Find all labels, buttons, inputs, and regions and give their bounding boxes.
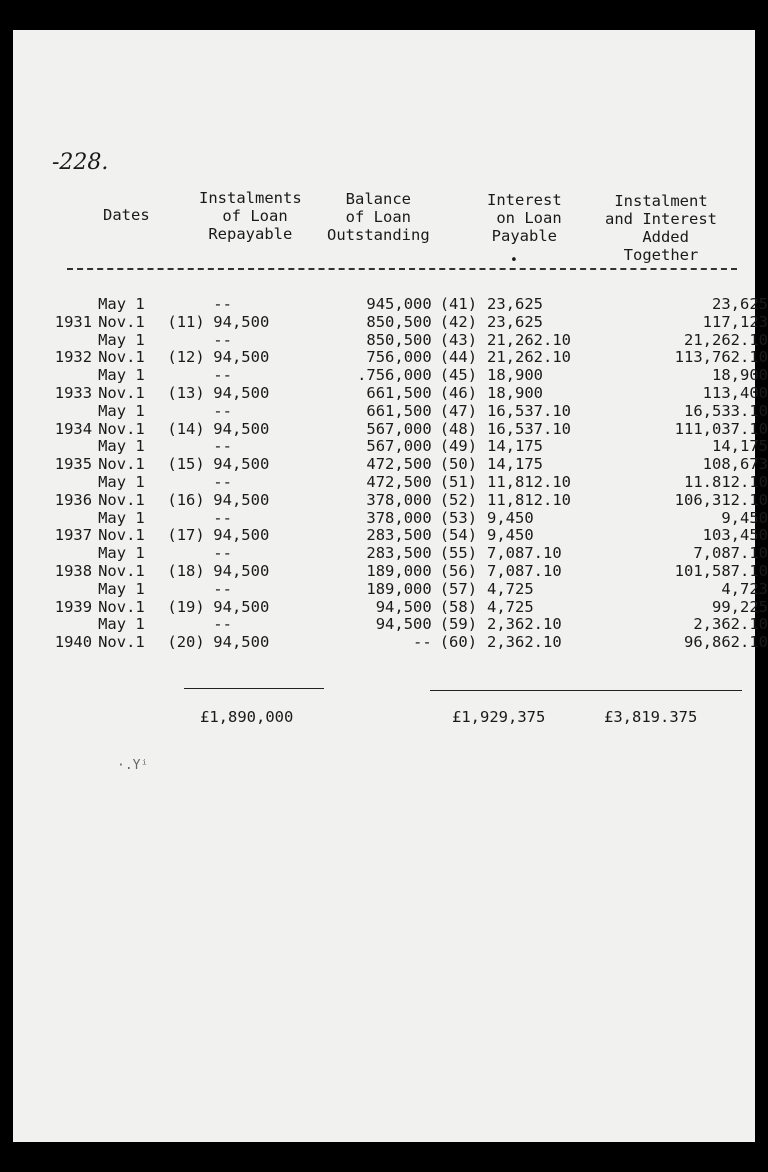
cell-balance: -- (413, 633, 432, 652)
cell-total: 18,900 (712, 366, 768, 385)
table-row (0, 634, 768, 652)
cell-balance: .756,000 (357, 366, 432, 385)
cell-total: 108,673 (702, 455, 768, 474)
cell-balance: 850,500 (366, 330, 432, 349)
cell-balance: 189,000 (366, 561, 432, 580)
cell-repay: 94,500 (213, 633, 270, 652)
cell-date: Nov.1 (98, 348, 145, 367)
cell-num: (15) (167, 455, 205, 474)
table-row (0, 474, 768, 492)
header-combined: Instalment and Interest Added Together (605, 192, 717, 264)
table-row (0, 438, 768, 456)
cell-inum: (47) (439, 401, 478, 420)
table-row (0, 421, 768, 439)
total-rule-interest (430, 690, 742, 691)
header-divider (67, 268, 737, 270)
loan-schedule-table (0, 296, 768, 652)
cell-repay: 94,500 (213, 490, 270, 509)
cell-repay: 94,500 (213, 561, 270, 580)
cell-total: 103,450 (702, 526, 768, 545)
cell-date: Nov.1 (98, 383, 145, 402)
cell-repay: -- (213, 330, 232, 349)
cell-date: Nov.1 (98, 490, 145, 509)
cell-total: 4,723 (721, 579, 768, 598)
cell-date: May 1 (98, 330, 145, 349)
table-row (0, 296, 768, 314)
cell-inum: (59) (439, 615, 478, 634)
total-interest: £1,929,375 (452, 708, 546, 726)
cell-date: May 1 (98, 437, 145, 456)
cell-repay: -- (213, 472, 232, 491)
cell-year: 1935 (54, 455, 93, 474)
cell-total: 7,087.10 (693, 544, 768, 563)
cell-year (0, 296, 92, 314)
table-row (0, 563, 768, 581)
cell-interest: 9,450 (487, 508, 534, 527)
cell-year (0, 367, 92, 385)
table-row (0, 616, 768, 634)
cell-year: 1933 (54, 383, 93, 402)
cell-inum: (56) (439, 561, 478, 580)
table-row (0, 367, 768, 385)
cell-total: 9,450 (721, 508, 768, 527)
cell-balance: 567,000 (366, 419, 432, 438)
cell-year: 1934 (54, 419, 93, 438)
bullet-mark: • (510, 253, 518, 268)
cell-year: 1937 (54, 526, 93, 545)
cell-num: (12) (167, 348, 205, 367)
cell-num (167, 403, 213, 421)
page-number: -228. (52, 150, 109, 175)
cell-interest: 18,900 (487, 366, 543, 385)
cell-balance: 378,000 (366, 508, 432, 527)
cell-repay: 94,500 (213, 312, 270, 331)
cell-date: May 1 (98, 472, 145, 491)
cell-date: Nov.1 (98, 455, 145, 474)
cell-total: 111,037.10 (674, 419, 768, 438)
cell-total: 106,312.10 (674, 490, 768, 509)
cell-balance: 378,000 (366, 490, 432, 509)
cell-date: May 1 (98, 295, 145, 313)
header-dates: Dates (103, 206, 150, 224)
table-row (0, 510, 768, 528)
table-row (0, 581, 768, 599)
cell-inum: (55) (439, 544, 478, 563)
cell-date: Nov.1 (98, 312, 145, 331)
cell-num: (18) (167, 561, 205, 580)
cell-num (167, 438, 213, 456)
table-row (0, 403, 768, 421)
cell-balance: 472,500 (366, 472, 432, 491)
table-row (0, 599, 768, 617)
cell-balance: 756,000 (366, 348, 432, 367)
cell-num (167, 296, 213, 314)
cell-balance: 283,500 (366, 544, 432, 563)
cell-num (167, 332, 213, 350)
cell-repay: -- (213, 437, 232, 456)
cell-date: May 1 (98, 508, 145, 527)
table-row (0, 332, 768, 350)
cell-date: May 1 (98, 401, 145, 420)
cell-num (167, 581, 213, 599)
cell-total: 11.812.10 (684, 472, 768, 491)
cell-num (167, 510, 213, 528)
table-row (0, 349, 768, 367)
cell-num (167, 474, 213, 492)
table-row (0, 314, 768, 332)
cell-interest: 14,175 (487, 455, 543, 474)
cell-interest: 18,900 (487, 383, 543, 402)
cell-date: Nov.1 (98, 597, 145, 616)
cell-balance: 283,500 (366, 526, 432, 545)
cell-balance: 661,500 (366, 383, 432, 402)
cell-num: (11) (167, 312, 205, 331)
cell-date: May 1 (98, 579, 145, 598)
cell-repay: -- (213, 579, 232, 598)
cell-year (0, 581, 92, 599)
cell-total: 117,123 (702, 312, 768, 331)
cell-interest: 4,725 (487, 597, 534, 616)
cell-inum: (54) (439, 526, 478, 545)
cell-interest: 16,537.10 (487, 419, 571, 438)
cell-num (167, 545, 213, 563)
cell-total: 113,762.10 (674, 348, 768, 367)
table-row (0, 456, 768, 474)
cell-year: 1932 (54, 348, 93, 367)
cell-repay: 94,500 (213, 455, 270, 474)
table-row (0, 385, 768, 403)
table-row (0, 527, 768, 545)
cell-year: 1936 (54, 490, 93, 509)
cell-interest: 7,087.10 (487, 544, 562, 563)
cell-interest: 9,450 (487, 526, 534, 545)
header-instalments: Instalments of Loan Repayable (199, 189, 302, 243)
cell-interest: 14,175 (487, 437, 543, 456)
cell-inum: (43) (439, 330, 478, 349)
cell-year: 1931 (54, 312, 93, 331)
cell-inum: (46) (439, 383, 478, 402)
cell-inum: (49) (439, 437, 478, 456)
cell-interest: 7,087.10 (487, 561, 562, 580)
cell-total: 96,862.10 (684, 633, 768, 652)
cell-total: 2,362.10 (693, 615, 768, 634)
cell-repay: -- (213, 366, 232, 385)
cell-num: (14) (167, 419, 205, 438)
cell-total: 99,225 (712, 597, 768, 616)
cell-interest: 23,625 (487, 295, 543, 313)
cell-interest: 21,262.10 (487, 330, 571, 349)
cell-year (0, 545, 92, 563)
cell-balance: 94,500 (375, 597, 432, 616)
table-row (0, 545, 768, 563)
cell-repay: 94,500 (213, 526, 270, 545)
cell-interest: 11,812.10 (487, 472, 571, 491)
cell-inum: (42) (439, 312, 478, 331)
cell-year: 1940 (54, 633, 93, 652)
cell-inum: (51) (439, 472, 478, 491)
cell-total: 113,400 (702, 383, 768, 402)
cell-repay: 94,500 (213, 419, 270, 438)
cell-date: May 1 (98, 615, 145, 634)
cell-year (0, 510, 92, 528)
cell-balance: 567,000 (366, 437, 432, 456)
cell-repay: -- (213, 295, 232, 313)
cell-balance: 850,500 (366, 312, 432, 331)
total-combined: £3,819.375 (604, 708, 698, 726)
cell-repay: 94,500 (213, 597, 270, 616)
cell-interest: 2,362.10 (487, 615, 562, 634)
cell-inum: (48) (439, 419, 478, 438)
cell-year (0, 616, 92, 634)
header-interest: Interest on Loan Payable (487, 191, 562, 245)
cell-inum: (53) (439, 508, 478, 527)
cell-inum: (44) (439, 348, 478, 367)
cell-year (0, 474, 92, 492)
cell-repay: -- (213, 544, 232, 563)
cell-year: 1939 (54, 597, 93, 616)
cell-interest: 21,262.10 (487, 348, 571, 367)
cell-inum: (58) (439, 597, 478, 616)
cell-total: 23,625 (712, 295, 768, 313)
cell-repay: -- (213, 508, 232, 527)
cell-year (0, 403, 92, 421)
cell-date: Nov.1 (98, 526, 145, 545)
cell-num (167, 616, 213, 634)
cell-balance: 94,500 (375, 615, 432, 634)
cell-balance: 661,500 (366, 401, 432, 420)
table-row (0, 492, 768, 510)
cell-inum: (57) (439, 579, 478, 598)
cell-inum: (52) (439, 490, 478, 509)
cell-repay: -- (213, 615, 232, 634)
total-repayable: £1,890,000 (200, 708, 294, 726)
cell-num: (16) (167, 490, 205, 509)
cell-date: May 1 (98, 366, 145, 385)
cell-num: (17) (167, 526, 205, 545)
cell-num: (20) (167, 633, 205, 652)
cell-total: 14,175 (712, 437, 768, 456)
total-rule-repayable (184, 688, 324, 689)
cell-inum: (60) (439, 633, 478, 652)
cell-balance: 472,500 (366, 455, 432, 474)
cell-year (0, 438, 92, 456)
header-balance: Balance of Loan Outstanding (327, 190, 430, 244)
cell-interest: 2,362.10 (487, 633, 562, 652)
handwritten-initials: ·.Yⁱ (117, 758, 149, 773)
cell-date: May 1 (98, 544, 145, 563)
cell-repay: 94,500 (213, 348, 270, 367)
cell-total: 21,262.10 (684, 330, 768, 349)
cell-num: (19) (167, 597, 205, 616)
cell-repay: 94,500 (213, 383, 270, 402)
cell-total: 16,533.10 (684, 401, 768, 420)
cell-balance: 189,000 (366, 579, 432, 598)
cell-balance: 945,000 (366, 295, 432, 313)
cell-date: Nov.1 (98, 633, 145, 652)
cell-repay: -- (213, 401, 232, 420)
cell-date: Nov.1 (98, 561, 145, 580)
cell-total: 101,587.10 (674, 561, 768, 580)
cell-interest: 4,725 (487, 579, 534, 598)
cell-inum: (50) (439, 455, 478, 474)
cell-interest: 16,537.10 (487, 401, 571, 420)
cell-date: Nov.1 (98, 419, 145, 438)
cell-year (0, 332, 92, 350)
cell-inum: (45) (439, 366, 478, 385)
cell-year: 1938 (54, 561, 93, 580)
cell-num: (13) (167, 383, 205, 402)
cell-interest: 23,625 (487, 312, 543, 331)
cell-interest: 11,812.10 (487, 490, 571, 509)
cell-inum: (41) (439, 295, 478, 313)
cell-num (167, 367, 213, 385)
